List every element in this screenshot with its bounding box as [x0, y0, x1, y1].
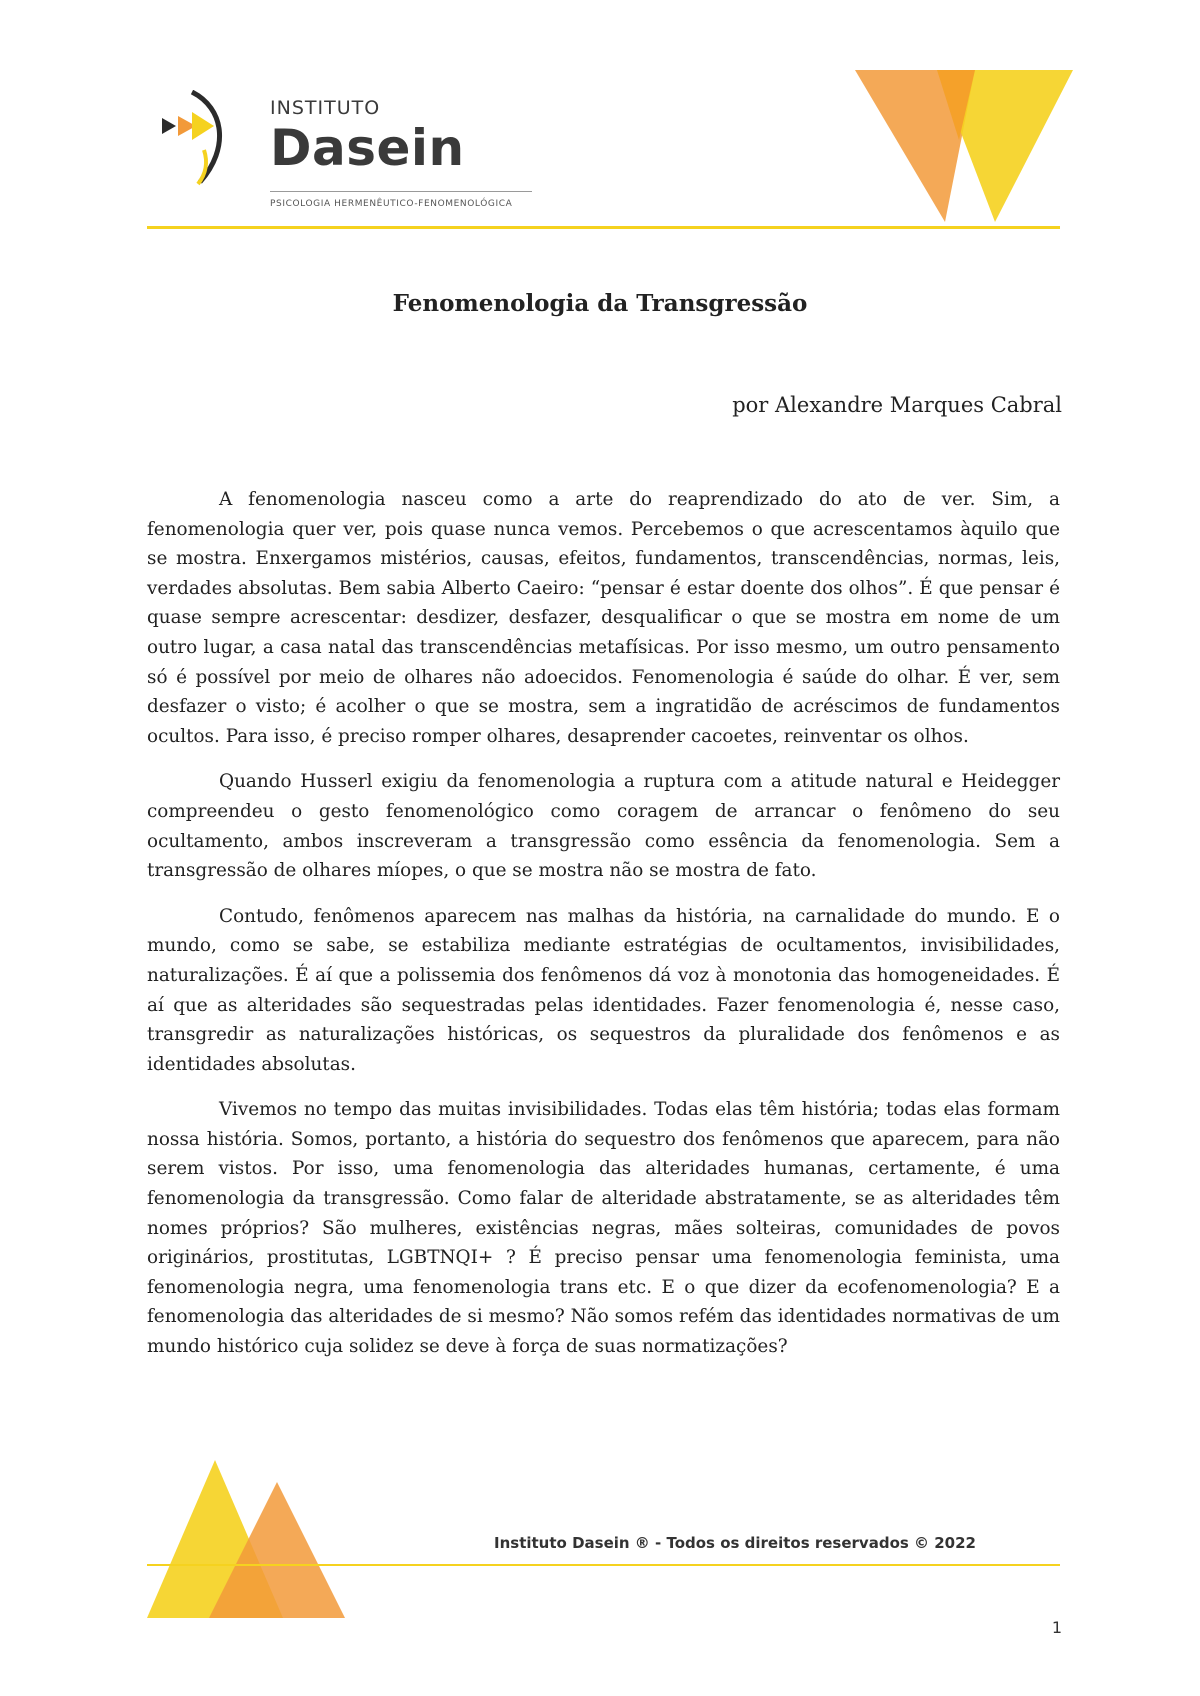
logo-small-text: INSTITUTO [270, 97, 381, 119]
paragraph: Contudo, fenômenos aparecem nas malhas da história, na carnalidade do mundo. E o mundo, como se sabe, se estabiliza mediante estratégias de ocultamentos, invisibilidades, naturalizações. É aí que a polissemia dos fenômenos dá voz à monotonia das homogeneidades. É aí que as alteridades são sequestradas pelas identidades. Fazer fenomenologia é, nesse caso, transgredir as naturalizações históricas, os sequestros da pluralidade dos fenômenos e as identidades absolutas. [147, 905, 1060, 1075]
paragraph: Vivemos no tempo das muitas invisibilidades. Todas elas têm história; todas elas formam nossa história. Somos, portanto, a história do sequestro dos fenômenos que aparecem, para não serem vistos. Por isso, uma fenomenologia das alteridades humanas, certamente, é uma fenomenologia da transgressão. Como falar de alteridade abstratamente, se as alteridades têm nomes próprios? São mulheres, existências negras, mães solteiras, comunidades de povos originários, prostitutas, LGBTNQI+ ? É preciso pensar uma fenomenologia feminista, uma fenomenologia negra, uma fenomenologia trans etc. E o que dizer da ecofenomenologia? E a fenomenologia das alteridades de si mesmo? Não somos refém das identidades normativas de um mundo histórico cuja solidez se deve à força de suas normatizações? [147, 1099, 1060, 1358]
logo-divider [270, 191, 532, 192]
page-number: 1 [1051, 1618, 1062, 1637]
document-title: Fenomenologia da Transgressão [392, 290, 808, 317]
document-byline: por Alexandre Marques Cabral [732, 393, 1062, 417]
header-triangle-decoration-icon [855, 70, 1095, 222]
logo-big-text: Dasein [270, 119, 465, 177]
logo-wordmark [270, 98, 465, 176]
footer-divider [147, 1564, 1060, 1566]
paragraph: A fenomenologia nasceu como a arte do reaprendizado do ato de ver. Sim, a fenomenologia quer ver, pois quase nunca vemos. Percebemos o que acrescentamos àquilo que se mostra. Enxergamos mistérios, causas, efeitos, fundamentos, transcendências, normas, leis, verdades absolutas. Bem sabia Alberto Caeiro: “pensar é estar doente dos olhos”. É que pensar é quase sempre acrescentar: desdizer, desfazer, desqualificar o que se mostra em nome de um outro lugar, a casa natal das transcendências metafísicas. Por isso mesmo, um outro pensamento só é possível por meio de olhares não adoecidos. Fenomenologia é saúde do olhar. É ver, sem desfazer o visto; é acolher o que se mostra, sem a ingratidão de acréscimos de fundamentos ocultos. Para isso, é preciso romper olhares, desaprender cacoetes, reinventar os olhos. [147, 489, 1060, 747]
footer-copyright: Instituto Dasein ® - Todos os direitos reservados © 2022 [494, 1534, 976, 1552]
paragraph: Quando Husserl exigiu da fenomenologia a ruptura com a atitude natural e Heidegger compreendeu o gesto fenomenológico como coragem de arrancar o fenômeno do seu ocultamento, ambos inscreveram a transgressão como essência da fenomenologia. Sem a transgressão de olhares míopes, o que se mostra não se mostra de fato. [147, 771, 1060, 882]
document-body [147, 485, 1060, 1378]
header-divider [147, 226, 1060, 229]
dasein-logo-mark-icon [162, 90, 252, 190]
footer-triangle-decoration-icon [147, 1460, 357, 1618]
logo-tagline: PSICOLOGIA HERMENÊUTICO-FENOMENOLÓGICA [270, 199, 513, 209]
